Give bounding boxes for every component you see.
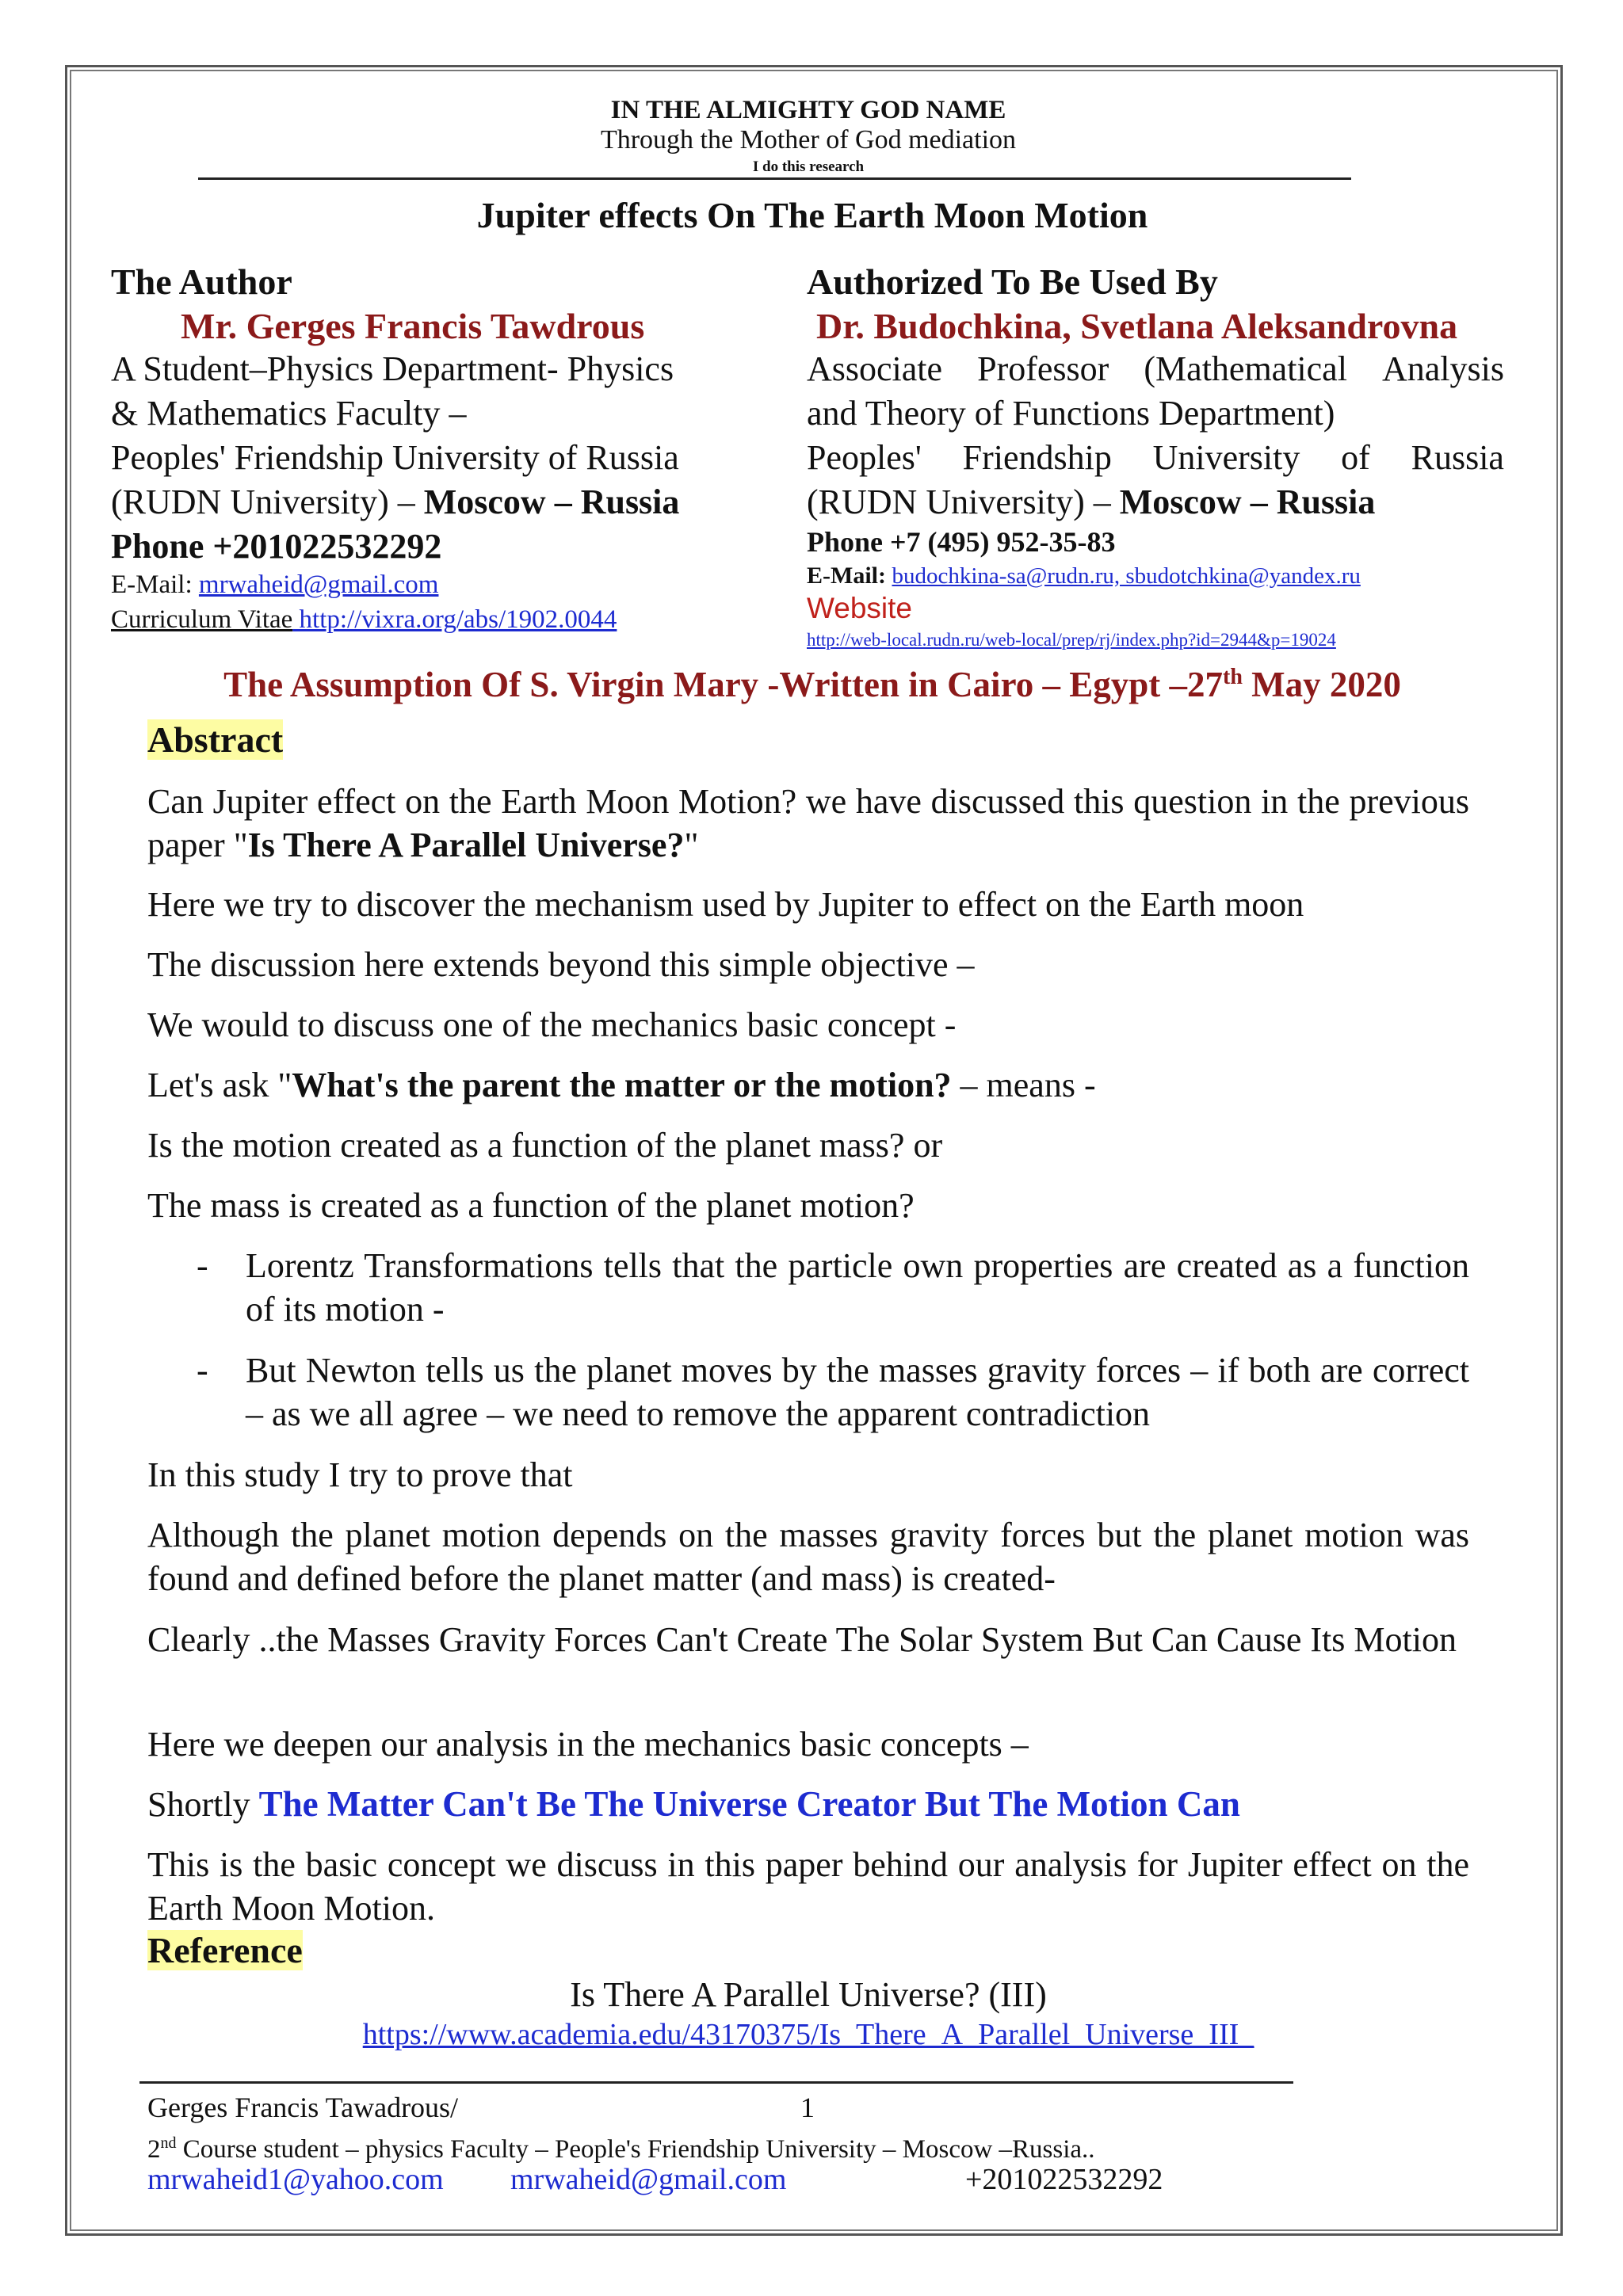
abstract-paragraph-10: Clearly ..the Masses Gravity Forces Can't Create The Solar System But Can Cause Its Motion <box>147 1620 1457 1659</box>
footer-email-2[interactable]: mrwaheid@gmail.com <box>510 2163 787 2196</box>
word: Peoples' <box>807 438 922 477</box>
ordinal-sup: nd <box>160 2134 177 2152</box>
word: Professor <box>977 349 1109 388</box>
abstract-heading <box>147 718 283 762</box>
key-statement: The Matter Can't Be The Universe Creator But The Motion Can <box>258 1784 1240 1824</box>
dateline-month: May 2020 <box>1242 665 1401 704</box>
authorized-email-line <box>807 561 1361 591</box>
footer-course-line <box>147 2126 1095 2166</box>
author-city: Moscow – Russia <box>423 482 680 521</box>
abstract-paragraph-12 <box>147 1783 1469 1826</box>
text: Course student – physics Faculty – People's Friendship University – Moscow –Russia.. <box>176 2135 1095 2164</box>
bullet-mark-2: - <box>197 1351 208 1390</box>
header-research-note: I do this research <box>752 158 865 175</box>
footer-page-number: 1 <box>800 2092 815 2123</box>
abstract-paragraph-11: Here we deepen our analysis in the mechanics basic concepts – <box>147 1725 1029 1764</box>
author-cv-line <box>111 604 617 635</box>
dateline-sup: th <box>1223 665 1243 689</box>
word: Analysis <box>1382 349 1504 388</box>
text: Shortly <box>147 1785 259 1824</box>
header-mediation: Through the Mother of God mediation <box>600 125 1017 154</box>
author-affiliation-2: & Mathematics Faculty – <box>111 394 467 433</box>
author-affiliation-4 <box>111 480 679 524</box>
footer-phone: +201022532292 <box>965 2163 1163 2196</box>
text: " <box>684 826 699 864</box>
author-email-line <box>111 569 438 601</box>
abstract-paragraph-6: Is the motion created as a function of the planet mass? or <box>147 1126 943 1165</box>
footer-rule <box>139 2081 1293 2084</box>
text: 2 <box>147 2135 161 2164</box>
author-email-label: E-Mail: <box>111 570 199 599</box>
dateline <box>95 654 1529 707</box>
bullet-item-2: But Newton tells us the planet moves by the masses gravity forces – if both are correct – as we all agree – we need to remove the apparent contradiction <box>246 1351 1469 1433</box>
author-heading: The Author <box>111 261 292 302</box>
authorized-email-label: E-Mail: <box>807 563 892 589</box>
abstract-paragraph-4: We would to discuss one of the mechanics basic concept - <box>147 1005 957 1044</box>
authorized-website-label: Website <box>807 592 912 624</box>
reference-heading-text: Reference <box>147 1930 303 1970</box>
author-phone: Phone +201022532292 <box>111 527 442 566</box>
author-name: Mr. Gerges Francis Tawdrous <box>181 306 645 346</box>
abstract-paragraph-7: The mass is created as a function of the planet motion? <box>147 1186 915 1225</box>
author-email-link[interactable]: mrwaheid@gmail.com <box>198 570 439 599</box>
word: of <box>1341 438 1370 477</box>
reference-link[interactable]: https://www.academia.edu/43170375/Is_There_A_Parallel_Universe_III_ <box>362 2018 1254 2051</box>
author-cv-label: Curriculum Vitae <box>111 605 293 634</box>
footer-author: Gerges Francis Tawadrous/ <box>147 2092 459 2123</box>
authorized-university-city <box>807 480 1375 524</box>
abstract-paragraph-1 <box>147 780 1469 867</box>
word: Friendship <box>962 438 1112 477</box>
authorized-position-2: and Theory of Functions Department) <box>807 394 1335 433</box>
header-invocation: IN THE ALMIGHTY GOD NAME <box>610 96 1006 124</box>
text: Let's ask " <box>147 1066 292 1104</box>
word: University <box>1152 438 1300 477</box>
abstract-paragraph-9: Although the planet motion depends on the masses gravity forces but the planet motion was found and defined before the planet matter (and mass) is created- <box>147 1516 1469 1598</box>
footer-email-1[interactable]: mrwaheid1@yahoo.com <box>147 2163 444 2196</box>
reference-title: Is There A Parallel Universe? (III) <box>570 1975 1047 2014</box>
text: Can Jupiter effect on the Earth Moon Motion? we have discussed this question in the previous paper " <box>147 782 1469 864</box>
authorized-email-link[interactable]: budochkina-sa@rudn.ru, sbudotchkina@yandex.ru <box>892 563 1361 589</box>
abstract-heading-text: Abstract <box>147 719 284 760</box>
author-university-short: (RUDN University) – <box>111 482 424 521</box>
reference-heading <box>147 1928 303 1973</box>
authorized-name: Dr. Budochkina, Svetlana Aleksandrovna <box>816 306 1458 346</box>
author-affiliation-1: A Student–Physics Department- Physics <box>111 349 674 388</box>
authorized-website-link[interactable]: http://web-local.rudn.ru/web-local/prep/rj/index.php?id=2944&p=19024 <box>807 630 1336 650</box>
bullet-item-1: Lorentz Transformations tells that the particle own properties are created as a function of its motion - <box>246 1246 1469 1329</box>
paper-title: Jupiter effects On The Earth Moon Motion <box>476 195 1148 235</box>
header-rule <box>198 177 1351 180</box>
key-question: What's the parent the matter or the motion? <box>292 1066 952 1104</box>
authorized-city: Moscow – Russia <box>1119 482 1376 521</box>
author-affiliation-3: Peoples' Friendship University of Russia <box>111 438 679 477</box>
bullet-mark-1: - <box>197 1246 208 1285</box>
authorized-phone: Phone +7 (495) 952-35-83 <box>807 526 1116 558</box>
word: (Mathematical <box>1144 349 1347 388</box>
text: – means - <box>951 1066 1096 1104</box>
author-cv-link[interactable]: http://vixra.org/abs/1902.0044 <box>292 605 617 634</box>
paper-reference-title: Is There A Parallel Universe? <box>247 826 685 864</box>
abstract-paragraph-3: The discussion here extends beyond this simple objective – <box>147 945 975 984</box>
word: Russia <box>1411 438 1504 477</box>
abstract-paragraph-2: Here we try to discover the mechanism used by Jupiter to effect on the Earth moon <box>147 885 1304 924</box>
authorized-heading: Authorized To Be Used By <box>807 261 1218 302</box>
dateline-text: The Assumption Of S. Virgin Mary -Written in Cairo – Egypt –27 <box>223 665 1224 704</box>
abstract-paragraph-13: This is the basic concept we discuss in this paper behind our analysis for Jupiter effect on the Earth Moon Motion. <box>147 1845 1469 1928</box>
word: Associate <box>807 349 943 388</box>
authorized-position-1 <box>807 347 1504 391</box>
abstract-paragraph-8: In this study I try to prove that <box>147 1455 573 1494</box>
authorized-university <box>807 436 1504 480</box>
authorized-university-short: (RUDN University) – <box>807 482 1120 521</box>
abstract-paragraph-5 <box>147 1063 1469 1107</box>
